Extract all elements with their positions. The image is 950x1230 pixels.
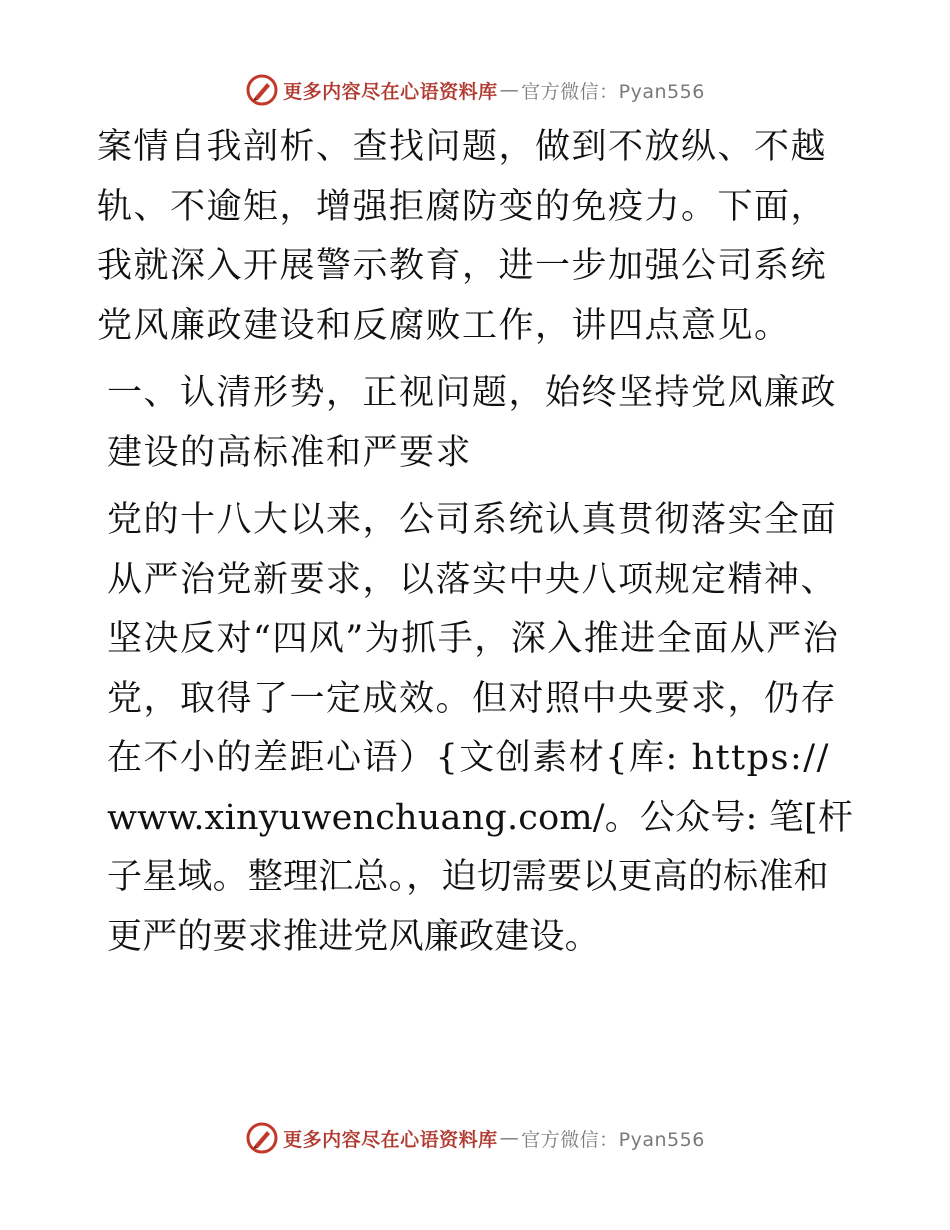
header-watermark: [0, 72, 950, 108]
paragraph-2: [97, 491, 857, 967]
paragraph-2-part-2: www.xinyuwenchuang.com/。公众号: 笔[杆子星域。整理汇总。，迫切需要以更高的标准和更严的要求推进党风廉政建设。: [107, 797, 854, 957]
document-body: [97, 118, 857, 967]
watermark-text: 更多内容尽在心语资料库: [283, 1128, 498, 1151]
pen-logo-icon: [245, 1121, 279, 1155]
footer-watermark: [0, 1120, 950, 1156]
paragraph-1: 案情自我剖析、查找问题，做到不放纵、不越轨、不逾矩，增强拒腐防变的免疫力。下面，我就深入开展警示教育，进一步加强公司系统党风廉政建设和反腐败工作，讲四点意见。: [97, 127, 828, 346]
watermark-dash: —: [499, 79, 520, 101]
section-heading-1: 一、认清形势，正视问题，始终坚持党风廉政建设的高标准和严要求: [107, 373, 838, 473]
watermark-contact: 官方微信：Pyan556: [521, 1128, 705, 1151]
watermark-text: 更多内容尽在心语资料库: [283, 80, 498, 103]
watermark-dash: —: [499, 1127, 520, 1149]
pen-logo-icon: [245, 73, 279, 107]
watermark-contact: 官方微信：Pyan556: [521, 80, 705, 103]
paragraph-2-part-1: 党的十八大以来，公司系统认真贯彻落实全面从严治党新要求，以落实中央八项规定精神、坚决反对“四风”为抓手，深入推进全面从严治党，取得了一定成效。但对照中央要求，仍存在不小的差距心语）{文创素材{库: https://: [107, 500, 840, 778]
